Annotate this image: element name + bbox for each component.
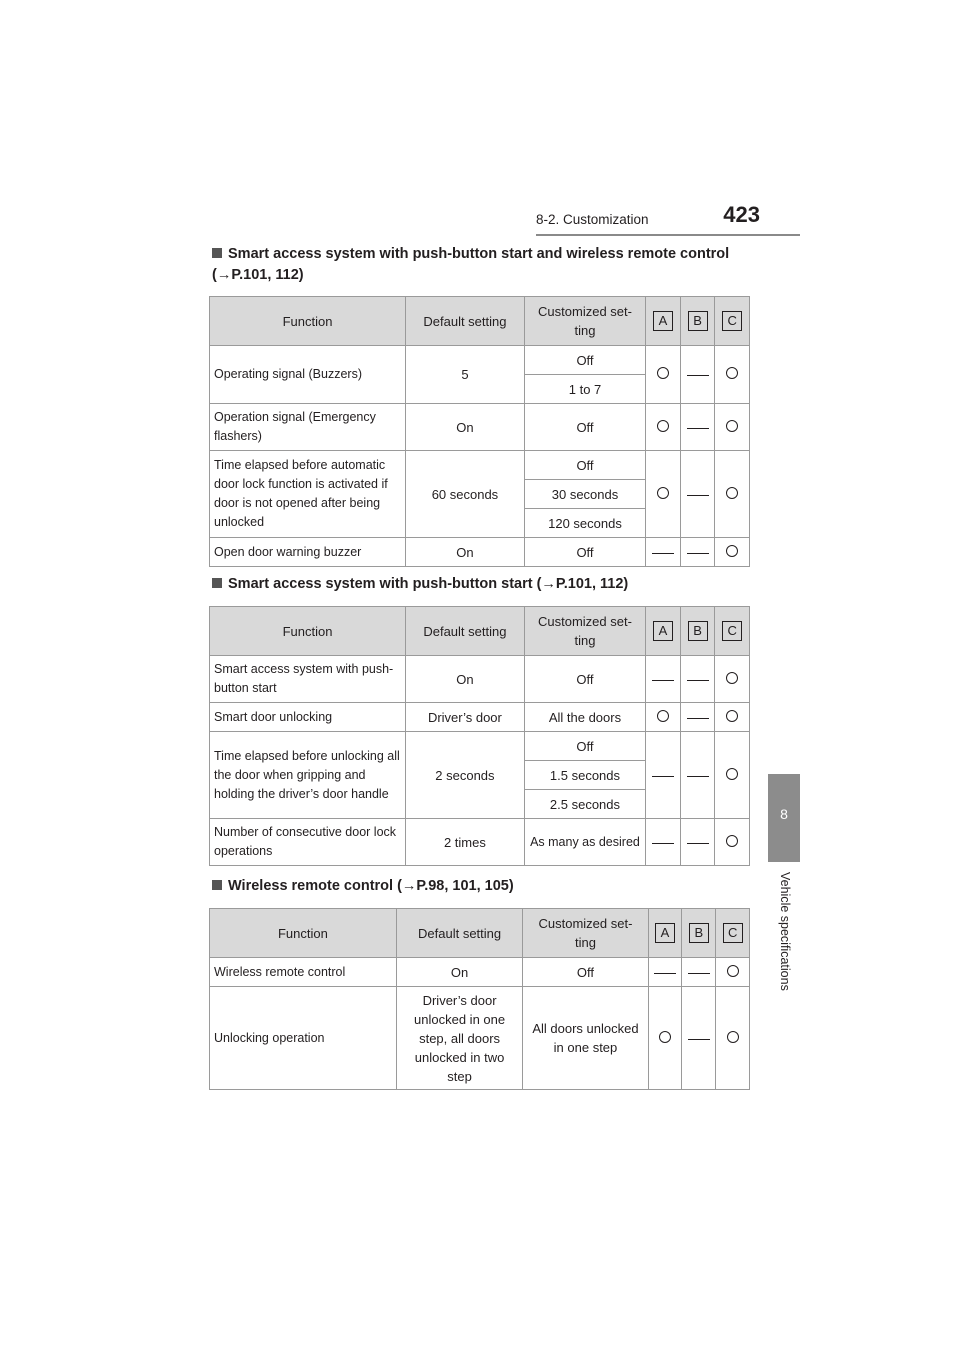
header-function: Function <box>210 297 406 346</box>
cell-function: Time elapsed before automatic door lock function is activated if door is not opened after being unlocked <box>210 451 406 538</box>
section-heading-1: Smart access system with push-button start and wireless remote control (→P.101, 112) <box>212 246 730 283</box>
section-title: 8-2. Customization <box>536 212 649 227</box>
cell-function: Operating signal (Buzzers) <box>210 346 406 404</box>
cell-custom: Off <box>524 538 645 567</box>
table-row <box>210 703 750 732</box>
cell-function: Number of consecutive door lock operations <box>210 819 406 866</box>
header-custom: Customized set- ting <box>524 607 645 656</box>
dash-icon <box>687 680 709 681</box>
dash-icon <box>652 680 674 681</box>
cell-custom: 30 seconds <box>524 480 645 509</box>
cell-default: On <box>406 538 525 567</box>
circle-icon <box>726 835 738 847</box>
header-default: Default setting <box>406 607 525 656</box>
table-row <box>210 987 750 1090</box>
cell-function: Operation signal (Emergency flashers) <box>210 404 406 451</box>
circle-icon <box>657 367 669 379</box>
section-heading-2: Smart access system with push-button start (→P.101, 112) <box>212 574 628 595</box>
cell-custom: 1.5 seconds <box>524 761 645 790</box>
dash-icon <box>652 776 674 777</box>
circle-icon <box>727 965 739 977</box>
header-function: Function <box>210 909 397 958</box>
section-heading-3: Wireless remote control (→P.98, 101, 105) <box>212 876 514 897</box>
cell-custom: Off <box>524 656 645 703</box>
cell-function: Smart access system with push-button start <box>210 656 406 703</box>
circle-icon <box>726 420 738 432</box>
table-row <box>210 346 750 375</box>
table-row <box>210 538 750 567</box>
circle-icon <box>659 1031 671 1043</box>
dash-icon <box>652 843 674 844</box>
cell-default: On <box>406 656 525 703</box>
dash-icon <box>687 375 709 376</box>
header-c: C <box>722 311 742 331</box>
cell-custom: Off <box>524 404 645 451</box>
header-a: A <box>653 621 673 641</box>
header-b: B <box>688 311 708 331</box>
header-a: A <box>655 923 675 943</box>
cell-custom: 2.5 seconds <box>524 790 645 819</box>
cell-function: Time elapsed before unlocking all the door when gripping and holding the driver’s door handle <box>210 732 406 819</box>
chapter-number: 8 <box>780 806 788 822</box>
circle-icon <box>727 1031 739 1043</box>
chapter-label: Vehicle specifications <box>778 872 792 991</box>
table-smart-access-wireless <box>209 296 750 567</box>
dash-icon <box>687 718 709 719</box>
header-default: Default setting <box>396 909 523 958</box>
cell-function: Unlocking operation <box>210 987 397 1090</box>
cell-default: 2 seconds <box>406 732 525 819</box>
circle-icon <box>657 487 669 499</box>
cell-function: Open door warning buzzer <box>210 538 406 567</box>
circle-icon <box>726 710 738 722</box>
cell-function: Smart door unlocking <box>210 703 406 732</box>
dash-icon <box>687 776 709 777</box>
cell-custom: 1 to 7 <box>524 375 645 404</box>
cell-default: Driver’s door unlocked in one step, all doors unlocked in two step <box>396 987 523 1090</box>
cell-custom: All the doors <box>524 703 645 732</box>
dash-icon <box>688 973 710 974</box>
circle-icon <box>657 420 669 432</box>
header-c: C <box>723 923 743 943</box>
table-header-row <box>210 607 750 656</box>
circle-icon <box>726 768 738 780</box>
chapter-tab[interactable] <box>768 774 800 862</box>
cell-default: On <box>396 958 523 987</box>
header-function: Function <box>210 607 406 656</box>
circle-icon <box>657 710 669 722</box>
circle-icon <box>726 545 738 557</box>
table-row <box>210 451 750 480</box>
dash-icon <box>687 843 709 844</box>
cell-default: On <box>406 404 525 451</box>
header-rule <box>536 234 800 236</box>
header-a: A <box>653 311 673 331</box>
header-c: C <box>722 621 742 641</box>
circle-icon <box>726 672 738 684</box>
table-smart-access <box>209 606 750 866</box>
page-number: 423 <box>723 202 760 227</box>
table-header-row <box>210 297 750 346</box>
cell-custom: As many as desired <box>524 819 645 866</box>
cell-custom: Off <box>523 958 648 987</box>
cell-custom: All doors unlocked in one step <box>523 987 648 1090</box>
dash-icon <box>687 428 709 429</box>
square-bullet-icon <box>212 248 222 258</box>
cell-function: Wireless remote control <box>210 958 397 987</box>
table-row <box>210 732 750 761</box>
cell-default: 5 <box>406 346 525 404</box>
table-wireless-remote <box>209 908 750 1090</box>
dash-icon <box>687 553 709 554</box>
cell-default: Driver’s door <box>406 703 525 732</box>
header-custom: Customized set- ting <box>523 909 648 958</box>
header-custom: Customized set- ting <box>524 297 645 346</box>
table-row <box>210 819 750 866</box>
table-header-row <box>210 909 750 958</box>
dash-icon <box>688 1039 710 1040</box>
cell-default: 2 times <box>406 819 525 866</box>
circle-icon <box>726 487 738 499</box>
header-default: Default setting <box>406 297 525 346</box>
chapter-side-label <box>770 872 800 1012</box>
circle-icon <box>726 367 738 379</box>
cell-custom: Off <box>524 732 645 761</box>
cell-default: 60 seconds <box>406 451 525 538</box>
square-bullet-icon <box>212 880 222 890</box>
header-b: B <box>689 923 709 943</box>
page-header <box>536 200 760 236</box>
cell-custom: Off <box>524 451 645 480</box>
table-row <box>210 404 750 451</box>
table-row <box>210 958 750 987</box>
cell-custom: Off <box>524 346 645 375</box>
table-row <box>210 656 750 703</box>
cell-custom: 120 seconds <box>524 509 645 538</box>
square-bullet-icon <box>212 578 222 588</box>
dash-icon <box>654 973 676 974</box>
dash-icon <box>687 495 709 496</box>
dash-icon <box>652 553 674 554</box>
header-b: B <box>688 621 708 641</box>
